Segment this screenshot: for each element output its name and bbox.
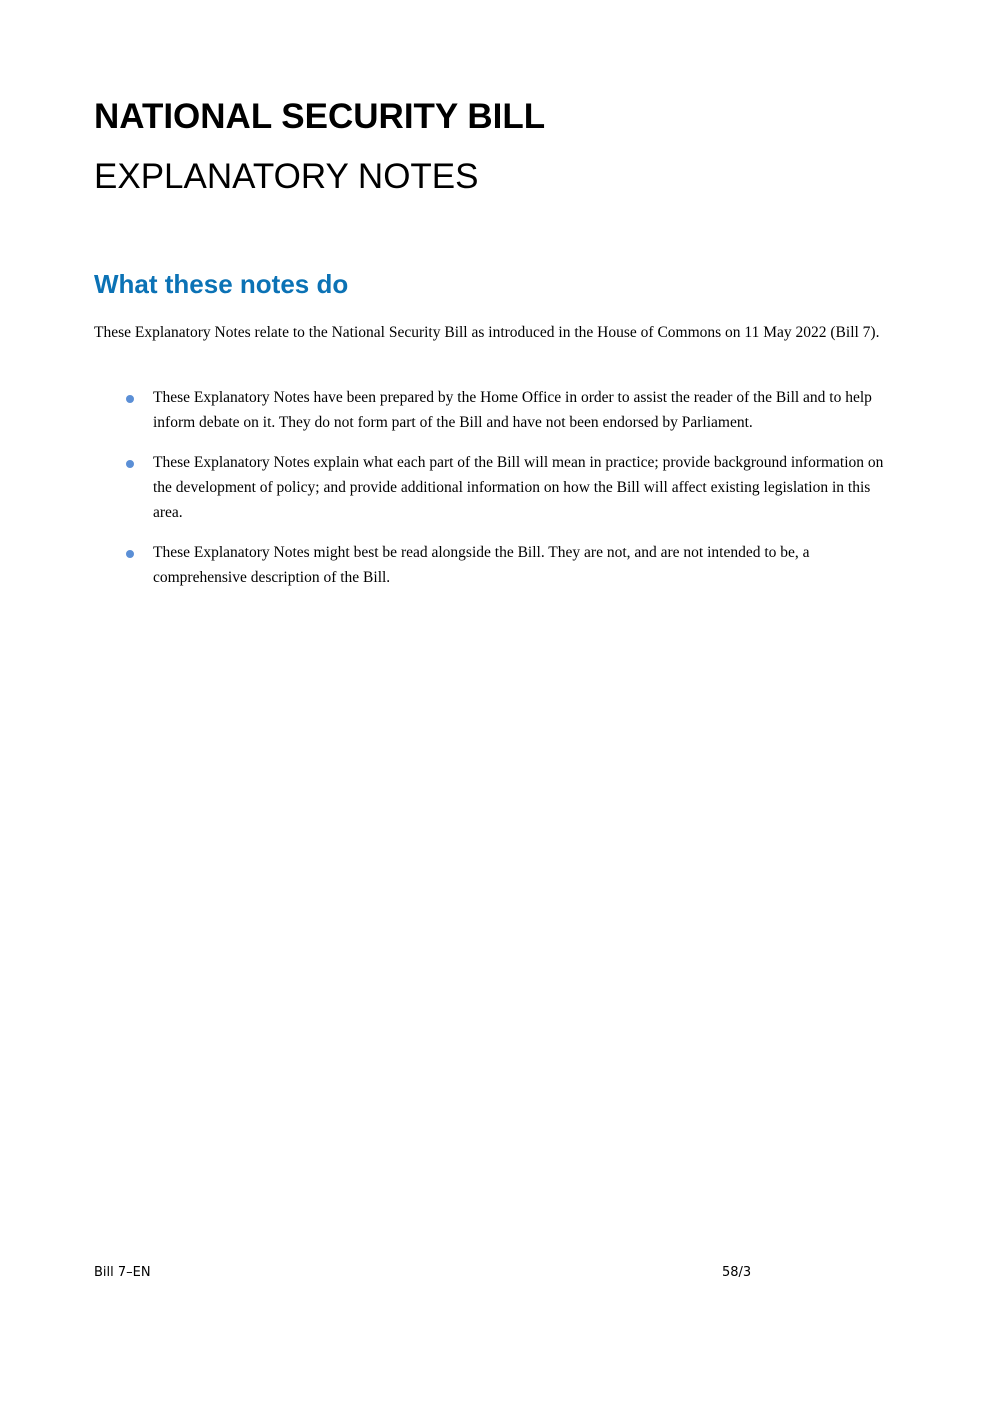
bullet-icon xyxy=(126,460,134,468)
bullet-text: These Explanatory Notes have been prepared by the Home Office in order to assist the reader of the Bill and to help inform debate on it. They do not form part of the Bill and have not been endorsed by Parliament. xyxy=(153,389,872,431)
footer-bill-reference: Bill 7–EN xyxy=(94,1265,151,1280)
section-heading: What these notes do xyxy=(94,269,349,299)
bullet-text: These Explanatory Notes explain what each part of the Bill will mean in practice; provide background information on the development of policy; and provide additional information on how the Bill will affect existing legislation in this area. xyxy=(153,454,884,521)
bullet-list xyxy=(94,385,894,605)
document-subtitle: EXPLANATORY NOTES xyxy=(94,157,479,196)
bullet-text: These Explanatory Notes might best be read alongside the Bill. They are not, and are not intended to be, a comprehensive description of the Bill. xyxy=(153,544,810,586)
bullet-item xyxy=(94,540,894,590)
bullet-item xyxy=(94,385,894,435)
bullet-icon xyxy=(126,395,134,403)
footer-print-number: 58/3 xyxy=(722,1265,752,1280)
bullet-icon xyxy=(126,550,134,558)
document-title: NATIONAL SECURITY BILL xyxy=(94,97,546,136)
intro-paragraph: These Explanatory Notes relate to the National Security Bill as introduced in the House of Commons on 11 May 2022 (Bill 7). xyxy=(94,324,880,341)
bullet-item xyxy=(94,450,894,525)
